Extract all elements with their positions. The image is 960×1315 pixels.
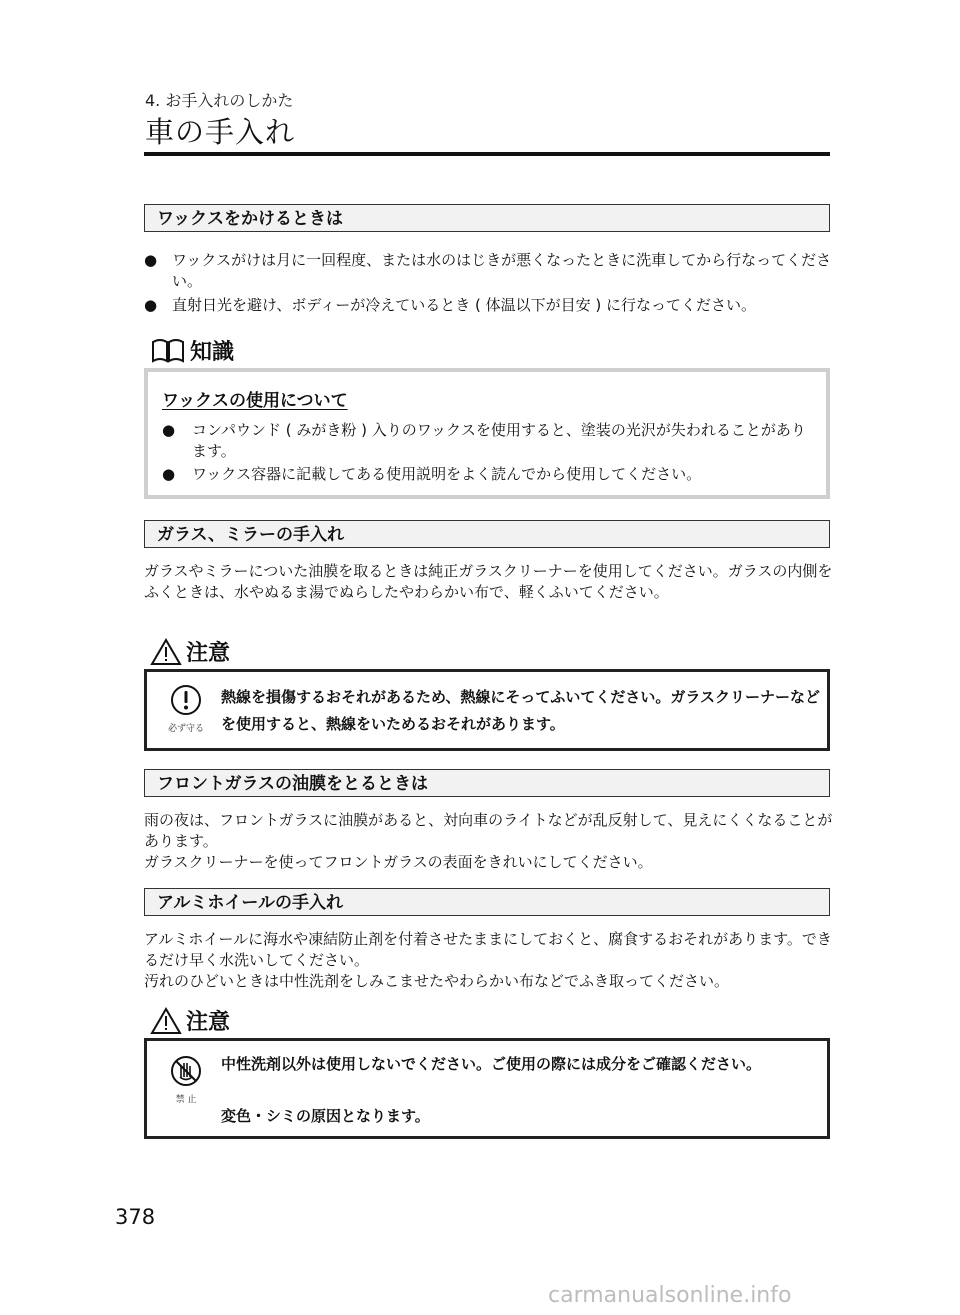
caution-box [144, 1038, 830, 1139]
knowledge-heading-label: 知識 [190, 340, 235, 365]
front-glass-body-2: ガラスクリーナーを使ってフロントガラスの表面をきれいにしてください。 [144, 853, 653, 871]
symbol-label: 必ず守る [167, 724, 204, 734]
caution-box [144, 669, 830, 751]
section-heading-wheel: アルミホイールの手入れ [144, 888, 830, 916]
knowledge-title: ワックスの使用について [162, 391, 348, 411]
caution-heading [150, 1005, 230, 1036]
warning-icon [150, 1007, 182, 1035]
caution-text: 熱線を損傷するおそれがあるため、熱線にそってふいてください。ガラスクリーナーなどを使用すると、熱線をいためるおそれがあります。 [221, 688, 820, 733]
prohibited-symbol [163, 1055, 209, 1105]
bullet-icon: ● [162, 421, 176, 439]
section-heading-front-glass: フロントガラスの油膜をとるときは [144, 769, 830, 797]
front-glass-body: 雨の夜は、フロントガラスに油膜があると、対向車のライトなどが乱反射して、見えにくくなることがあります。 [144, 811, 833, 850]
list-item-text: コンパウンド ( みがき粉 ) 入りのワックスを使用すると、塗装の光沢が失われることがあります。 [192, 421, 806, 460]
title-divider [144, 152, 830, 156]
bullet-icon: ● [162, 465, 176, 483]
mandatory-symbol [163, 684, 209, 734]
page-number: 378 [115, 1205, 156, 1229]
exclamation-icon [170, 684, 202, 716]
bullet-icon: ● [144, 251, 158, 269]
section-heading-glass: ガラス、ミラーの手入れ [144, 520, 830, 548]
caution-text-2: 変色・シミの原因となります。 [221, 1107, 430, 1125]
prohibited-hand-icon [170, 1055, 202, 1087]
list-item [162, 464, 812, 485]
caution-heading-label: 注意 [186, 1010, 231, 1035]
caution-heading-label: 注意 [186, 641, 231, 666]
chapter-label: 4. お手入れのしかた [145, 91, 294, 110]
knowledge-box [144, 368, 830, 499]
caution-heading [150, 636, 230, 667]
page-title: 車の手入れ [145, 115, 296, 149]
warning-icon [150, 638, 182, 666]
book-icon [150, 337, 186, 365]
symbol-label: 禁 止 [175, 1095, 197, 1105]
bullet-icon: ● [144, 296, 158, 314]
watermark: carmanualsonline.info [548, 1283, 792, 1308]
wheel-body: アルミホイールに海水や凍結防止剤を付着させたままにしておくと、腐食するおそれがあります。できるだけ早く水洗いしてください。 [144, 930, 832, 969]
knowledge-heading [150, 335, 234, 366]
glass-body: ガラスやミラーについた油膜を取るときは純正ガラスクリーナーを使用してください。ガラスの内側をふくときは、水やぬるま湯でぬらしたやわらかい布で、軽くふいてください。 [144, 562, 833, 601]
list-item-text: ワックス容器に記載してある使用説明をよく読んでから使用してください。 [192, 465, 702, 483]
list-item-text: ワックスがけは月に一回程度、または水のはじきが悪くなったときに洗車してから行なってください。 [172, 251, 832, 290]
list-item-text: 直射日光を避け、ボディーが冷えているとき ( 体温以下が目安 ) に行なってください。 [172, 296, 756, 314]
section-heading-wax: ワックスをかけるときは [144, 204, 830, 232]
wheel-body-2: 汚れのひどいときは中性洗剤をしみこませたやわらかい布などでふき取ってください。 [144, 972, 730, 990]
list-item [144, 295, 834, 316]
caution-text: 中性洗剤以外は使用しないでください。ご使用の際には成分をご確認ください。 [221, 1055, 762, 1073]
list-item [162, 420, 812, 462]
list-item [144, 250, 834, 292]
